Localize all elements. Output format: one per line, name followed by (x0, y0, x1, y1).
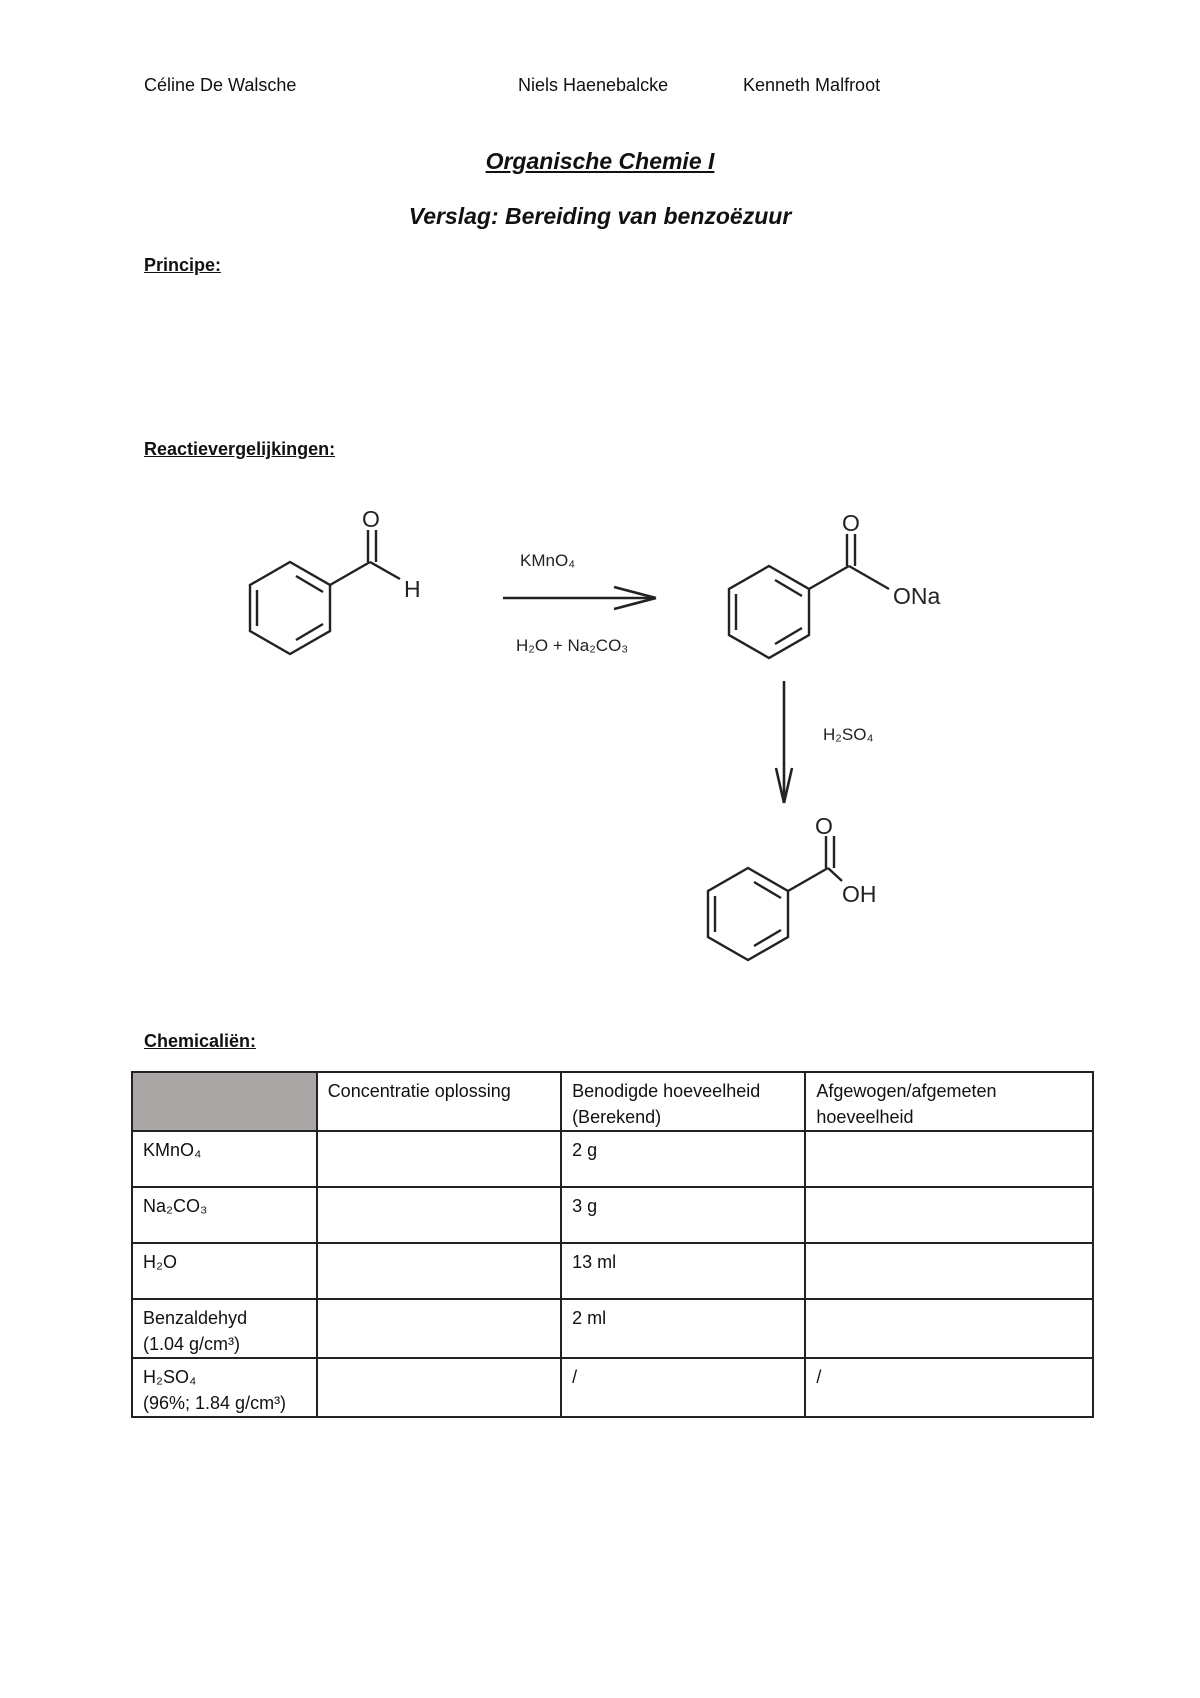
benzoic-acid-structure (708, 836, 842, 960)
reagent-kmno4: KMnO₄ (520, 551, 576, 570)
chemicals-table (131, 1071, 1094, 1418)
header-required (561, 1072, 805, 1131)
sodium-benzoate-structure (729, 534, 889, 658)
reaction-arrow-down (776, 681, 792, 803)
atom-o-3: O (815, 813, 833, 839)
header-text: hoeveelheid (816, 1107, 914, 1127)
measured-amount-cell (805, 1131, 1093, 1187)
header-concentration (317, 1072, 561, 1131)
chemical-density: (96%; 1.84 g/cm³) (143, 1393, 287, 1413)
section-chemicalien: Chemicaliën: (144, 1031, 257, 1051)
table-row (132, 1358, 1093, 1417)
chemical-name: Benzaldehyd (143, 1308, 248, 1328)
atom-h: H (404, 576, 421, 602)
required-amount-cell: 2 ml (561, 1299, 805, 1358)
author-2: Niels Haenebalcke (518, 75, 669, 95)
measured-amount-cell (805, 1299, 1093, 1358)
header-text: Afgewogen/afgemeten (816, 1081, 997, 1101)
reagent-sulfuric-acid: H₂SO₄ (823, 725, 874, 744)
header-text: (Berekend) (572, 1107, 662, 1127)
concentration-cell (317, 1243, 561, 1299)
chemical-name: KMnO₄ (143, 1140, 202, 1160)
chemical-name: H₂SO₄ (143, 1367, 197, 1387)
chemical-name-cell (132, 1131, 317, 1187)
required-amount-cell: 3 g (561, 1187, 805, 1243)
chemical-name-cell (132, 1299, 317, 1358)
required-amount-cell: 13 ml (561, 1243, 805, 1299)
chemical-name-cell (132, 1243, 317, 1299)
concentration-cell (317, 1358, 561, 1417)
chemical-name-cell (132, 1358, 317, 1417)
benzaldehyde-structure (250, 530, 400, 654)
chemical-name: Na₂CO₃ (143, 1196, 208, 1216)
chemical-name-cell (132, 1187, 317, 1243)
table-row (132, 1299, 1093, 1358)
table-header-row (132, 1072, 1093, 1131)
atom-oh: OH (842, 881, 877, 907)
required-amount-cell: / (561, 1358, 805, 1417)
atom-o-2: O (842, 510, 860, 536)
measured-amount-cell (805, 1187, 1093, 1243)
section-principe: Principe: (144, 255, 222, 275)
document-title: Organische Chemie I (485, 148, 715, 174)
header-corner-cell (132, 1072, 317, 1131)
section-reactievergelijkingen: Reactievergelijkingen: (144, 439, 336, 459)
atom-o-1: O (362, 506, 380, 532)
table-row (132, 1187, 1093, 1243)
header-text: Benodigde hoeveelheid (572, 1081, 761, 1101)
required-amount-cell: 2 g (561, 1131, 805, 1187)
concentration-cell (317, 1187, 561, 1243)
concentration-cell (317, 1299, 561, 1358)
atom-ona: ONa (893, 583, 941, 609)
chemical-name: H₂O (143, 1252, 177, 1272)
measured-amount-cell (805, 1243, 1093, 1299)
table-row (132, 1243, 1093, 1299)
table-row (132, 1131, 1093, 1187)
concentration-cell (317, 1131, 561, 1187)
measured-amount-cell: / (805, 1358, 1093, 1417)
document-subtitle: Verslag: Bereiding van benzoëzuur (408, 203, 792, 229)
header-text: Concentratie oplossing (327, 1081, 511, 1101)
author-3: Kenneth Malfroot (743, 75, 881, 95)
reagent-water-sodium-carbonate: H₂O + Na₂CO₃ (516, 636, 629, 655)
chemical-density: (1.04 g/cm³) (143, 1334, 241, 1354)
author-1: Céline De Walsche (144, 75, 297, 95)
header-measured (805, 1072, 1093, 1131)
reaction-arrow-right (503, 587, 656, 609)
